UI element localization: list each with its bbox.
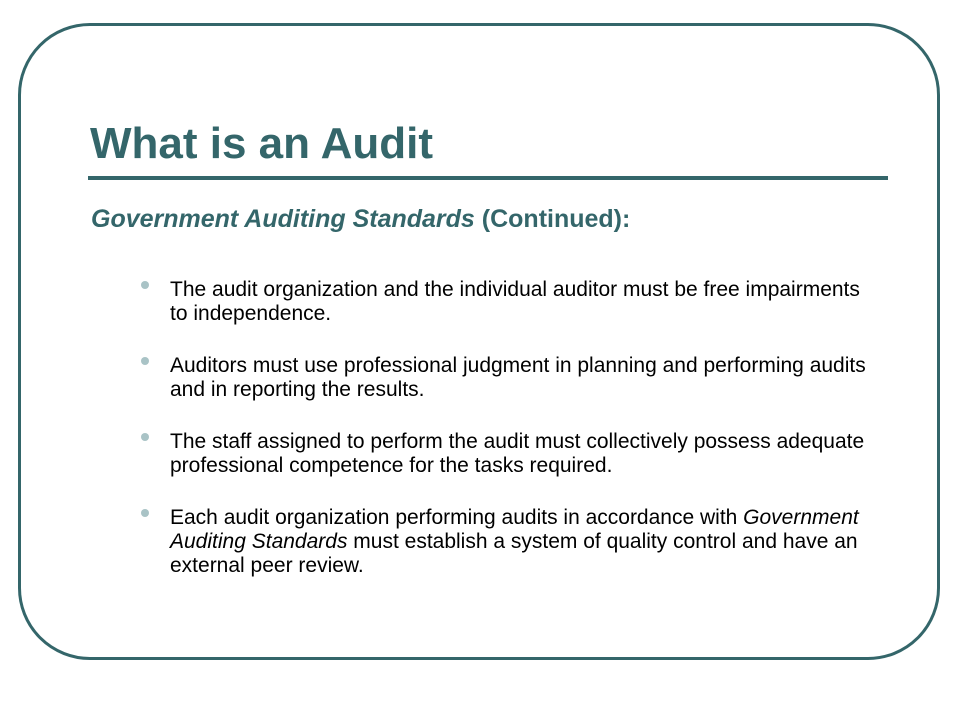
bullet-item-competence [138, 430, 878, 478]
bullet-dot-icon [141, 281, 149, 289]
bullet-list [138, 278, 878, 606]
bullet-dot-icon [141, 509, 149, 517]
slide-subtitle [91, 202, 630, 236]
subtitle-rest: (Continued): [474, 205, 631, 233]
bullet-text-post: must establish a system of quality control and have an external peer review. [170, 530, 858, 577]
bullet-text: The staff assigned to perform the audit must collectively possess adequate professional competence for the tasks required. [170, 430, 865, 477]
title-underline [88, 176, 888, 180]
bullet-dot-icon [141, 357, 149, 365]
bullet-item-independence [138, 278, 878, 326]
bullet-item-judgment [138, 354, 878, 402]
bullet-text: Auditors must use professional judgment in planning and performing audits and in reporting the results. [170, 354, 866, 401]
bullet-text-emphasis: Government Auditing Standards [170, 506, 859, 553]
bullet-dot-icon [141, 433, 149, 441]
bullet-text-pre: Each audit organization performing audits in accordance with [170, 506, 744, 529]
slide-title: What is an Audit [90, 119, 434, 168]
bullet-item-quality-control [138, 506, 878, 578]
bullet-text: The audit organization and the individual auditor must be free impairments to independence. [170, 278, 860, 325]
subtitle-emphasis: Government Auditing Standards [91, 205, 475, 233]
